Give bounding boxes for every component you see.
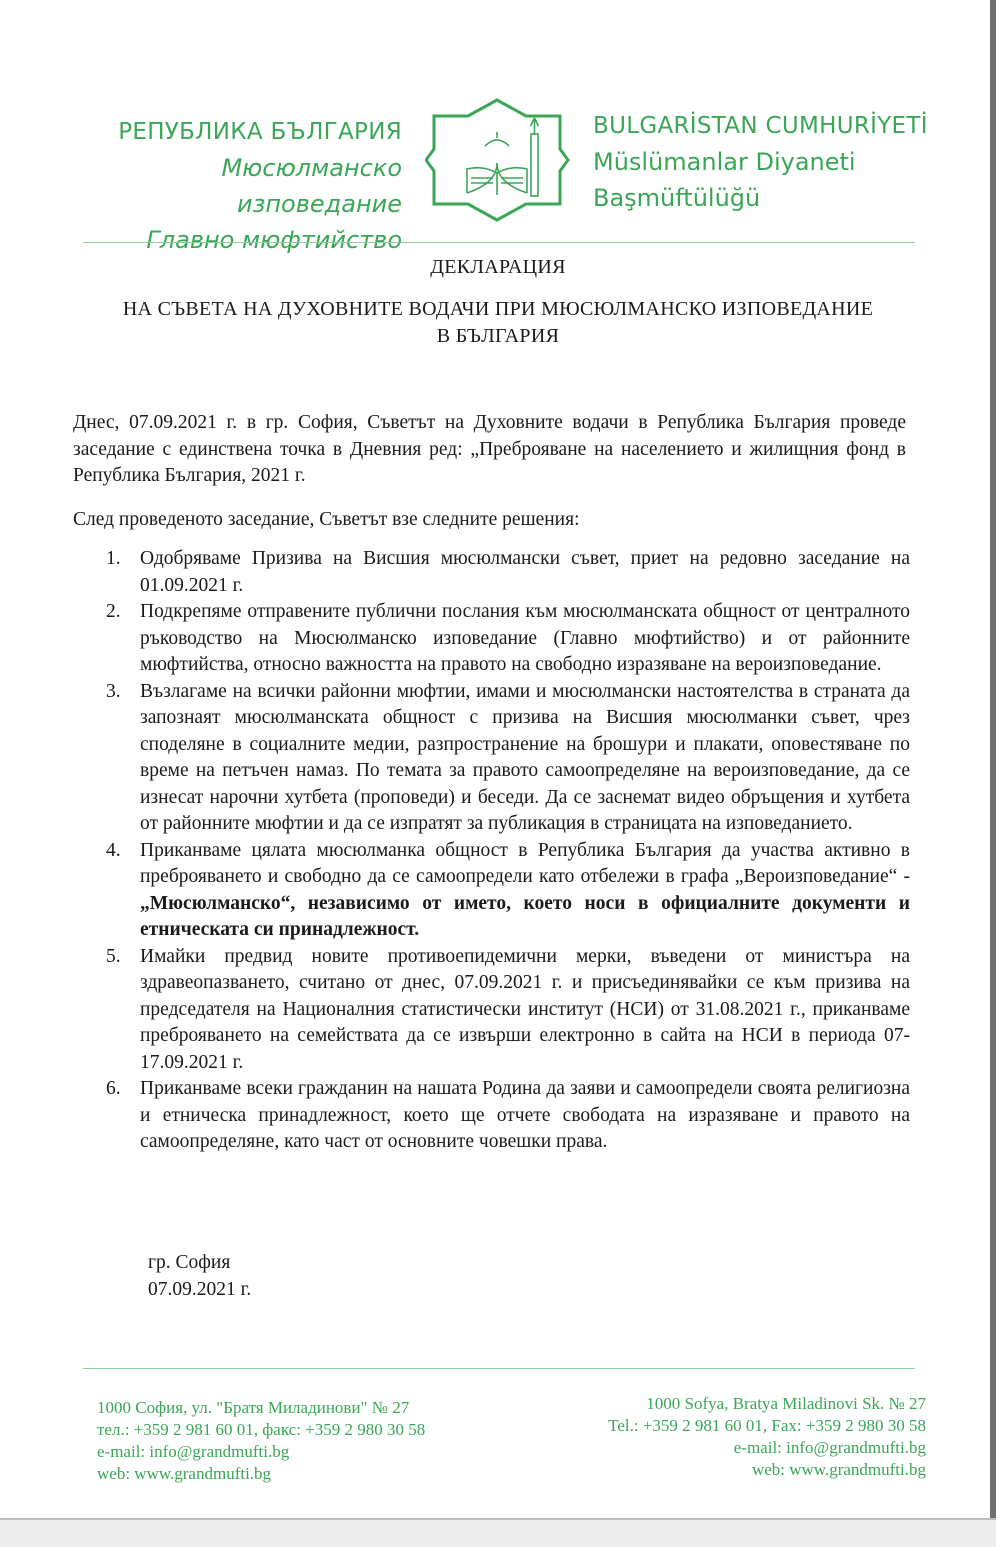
list-item-number: 2. <box>106 601 121 622</box>
footer-right-address: 1000 Sofya, Bratya Miladinovi Sk. № 27 <box>646 1394 926 1413</box>
footer-right-email[interactable]: e-mail: info@grandmufti.bg <box>733 1438 926 1457</box>
list-item-text: Подкрепяме отправените публични послания към мюсюлманската общност от централното ръководство на Мюсюлманско изповедание (Главно мюфтийство) и от районните мюфтийства, относно важността на правото на свободно изразяване на вероизповедание. <box>140 601 910 675</box>
signature-place: гр. София <box>148 1252 231 1273</box>
list-item-number: 4. <box>106 839 121 861</box>
list-item <box>100 546 910 599</box>
list-item-number: 1. <box>106 548 121 569</box>
footer-left-web[interactable]: web: www.grandmufti.bg <box>97 1464 272 1483</box>
footer-left <box>97 1397 425 1485</box>
list-item <box>100 944 910 1077</box>
footer-left-email[interactable]: e-mail: info@grandmufti.bg <box>97 1442 290 1461</box>
header-divider <box>83 242 915 243</box>
list-item-text: Приканваме цялата мюсюлманка общност в Република България да участва активно в преброяването и свободно да се самоопредели като отбележи в графа „Вероизповедание“ - <box>140 839 910 887</box>
list-item-number: 3. <box>106 680 121 702</box>
header-left-org: Мюсюлманско изповедание <box>221 154 402 218</box>
list-item-number: 6. <box>106 1078 121 1099</box>
header-right <box>593 108 953 216</box>
decisions-list <box>100 546 910 1156</box>
list-item-text: Приканваме всеки гражданин на нашата Родина да заяви и самоопредели своята религиозна и етническа принадлежност, което ще отчете свободата на изразяване и правото на самоопределяне, като част от основните човешки права. <box>140 1078 910 1152</box>
header-right-office: Başmüftülüğü <box>593 184 761 212</box>
list-item <box>100 679 910 838</box>
list-item <box>100 1076 910 1156</box>
header-right-country: BULGARİSTAN CUMHURİYETİ <box>593 113 928 139</box>
page-edge <box>990 0 996 1520</box>
signature-date: 07.09.2021 г. <box>148 1279 252 1300</box>
header-left-country: РЕПУБЛИКА БЪЛГАРИЯ <box>118 119 402 145</box>
footer-divider <box>83 1368 915 1369</box>
list-item-number: 5. <box>106 945 121 967</box>
footer-right-phone: Tel.: +359 2 981 60 01, Fax: +359 2 980 30 58 <box>608 1416 926 1435</box>
footer-right-web[interactable]: web: www.grandmufti.bg <box>751 1460 926 1479</box>
footer-left-address: 1000 София, ул. "Братя Миладинови" № 27 <box>97 1398 410 1417</box>
list-item-text: Одобряваме Призива на Висшия мюсюлмански съвет, приет на редовно заседание на 01.09.2021 г. <box>140 548 910 596</box>
mosque-book-star-icon <box>425 98 570 223</box>
lead-paragraph: След проведеното заседание, Съветът взе следните решения: <box>73 509 580 530</box>
footer-right <box>608 1393 926 1481</box>
list-item-text: Имайки предвид новите противоепидемични мерки, въведени от министъра на здравеопазването, считано от днес, 07.09.2021 г. и присъединявайки се към призива на председателя на Националния статистически институт (НСИ) от 31.08.2021 г., приканваме преброяването на семействата да се извърши електронно в сайта на НСИ в периода 07-17.09.2021 г. <box>140 945 910 1073</box>
intro-paragraph: Днес, 07.09.2021 г. в гр. София, Съветът на Духовните водачи в Република България проведе заседание с единствена точка в Дневния ред: „Преброяване на населението и жилищния фонд в Република България, 2021 г. <box>73 412 906 486</box>
document-subtitle-line1: НА СЪВЕТА НА ДУХОВНИТЕ ВОДАЧИ ПРИ МЮСЮЛМАНСКО ИЗПОВЕДАНИЕ <box>122 298 874 320</box>
page-bottom-strip <box>0 1518 996 1547</box>
list-item-bold-text: „Мюсюлманско“, независимо от името, което носи в официалните документи и етническата си принадлежност. <box>140 892 910 940</box>
list-item-text: Възлагаме на всички районни мюфтии, имами и мюсюлмански настоятелства в страната да запознаят мюсюлманската общност с призива на Висшия мюсюлманки съвет, чрез споделяне в социалните медии, разпространение на брошури и плакати, оповестяване по време на петъчен намаз. По темата за правото самоопределяне на вероизповедание, да се изнесат нарочни хутбета (проповеди) и беседи. Да се заснемат видео обръщения и хутбета от районните мюфтии и да се изпратят за публикация в страницата на изповеданието. <box>140 680 910 834</box>
header-left-office: Главно мюфтийство <box>146 226 402 254</box>
header-left <box>60 114 402 258</box>
list-item <box>100 599 910 679</box>
document-title: ДЕКЛАРАЦИЯ <box>430 256 566 278</box>
document-subtitle-line2: В БЪЛГАРИЯ <box>436 325 560 347</box>
footer-left-phone: тел.: +359 2 981 60 01, факс: +359 2 980 30 58 <box>97 1420 426 1439</box>
header-right-org: Müslümanlar Diyaneti <box>593 148 856 176</box>
list-item <box>100 838 910 944</box>
